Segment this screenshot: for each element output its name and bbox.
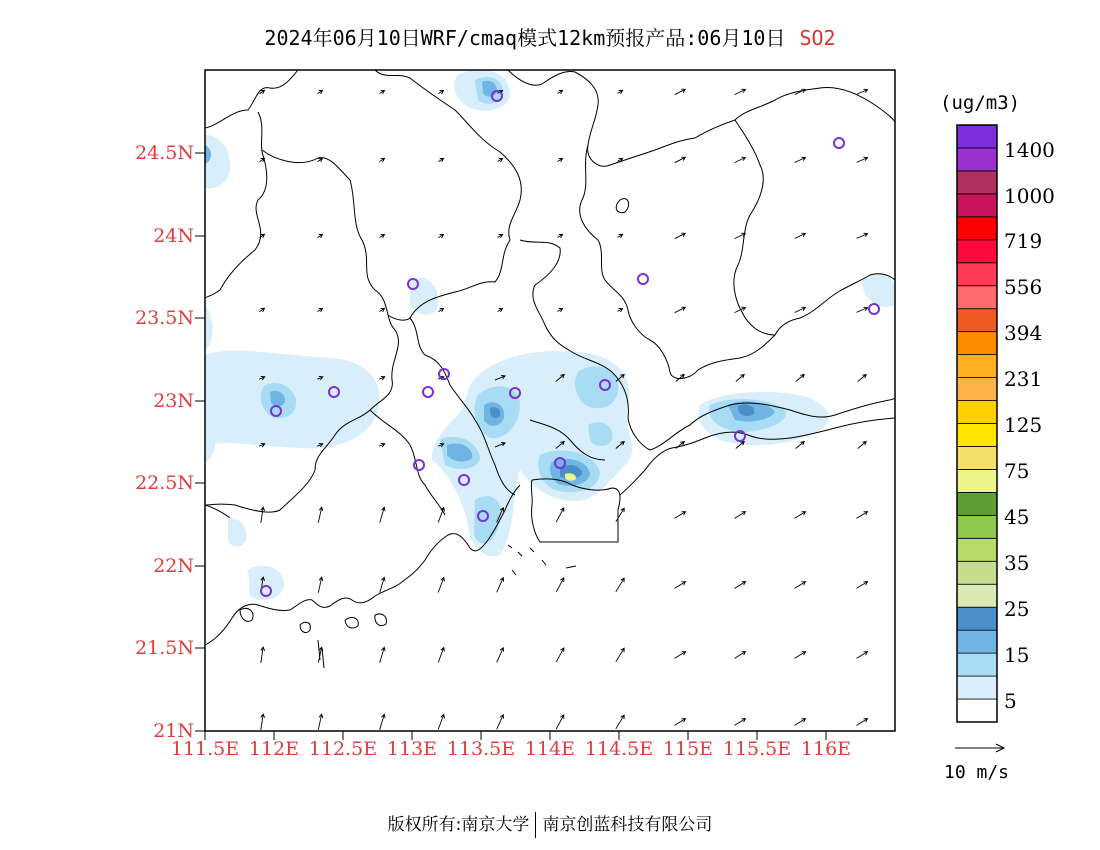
wind-arrow [675,652,686,659]
credit-left: 版权所有:南京大学 [387,815,530,835]
lon-tick-label: 116E [800,738,852,760]
wind-arrow [497,235,502,238]
wind-arrow [438,90,443,94]
wind-arrow [795,719,806,726]
colorbar-label: 5 [1004,689,1017,713]
colorbar-band [957,446,997,469]
wind-arrow [318,90,323,94]
wind-arrow [556,648,564,662]
wind-arrow [796,375,804,382]
lon-tick-label: 114.5E [584,738,654,760]
wind-arrow [380,158,385,162]
station-markers [261,91,879,596]
wind-arrow [675,233,686,239]
colorbar-band [957,653,997,676]
wind-arrow [617,309,622,312]
coastline [375,614,386,626]
lat-tick-label: 21N [153,720,194,742]
wind-arrow [380,647,385,662]
wind-arrow [857,512,868,519]
credit-separator [535,812,536,838]
so2-field-area [228,519,246,547]
wind-arrow [318,308,323,312]
wind-arrow [261,647,265,663]
wind-arrow [675,157,686,163]
wind-arrow [857,582,868,589]
wind-arrow [735,652,746,659]
boundary-line [616,199,628,213]
colorbar-label: 125 [1004,413,1043,437]
wind-arrow [497,648,504,663]
lat-tick-label: 22.5N [135,472,194,494]
wind-arrow [318,158,323,162]
wind-arrow [675,89,686,95]
station-marker [414,460,424,470]
colorbar [957,125,997,722]
wind-arrow [735,582,746,589]
wind-arrow [318,507,323,523]
wind-arrow [795,582,806,589]
colorbar-band [957,538,997,561]
lon-tick-label: 113.5E [446,738,516,760]
wind-arrow [795,307,806,312]
wind-arrow [318,234,323,238]
wind-arrow [735,719,746,726]
wind-arrow [795,157,806,162]
so2-field-area [410,278,438,315]
so2-field-area [862,274,895,307]
so2-field-area [205,305,213,350]
station-marker [834,138,844,148]
colorbar-band [957,469,997,492]
wind-arrow [261,507,265,523]
lon-tick-label: 111.5E [170,738,240,760]
wind-arrow [617,91,622,94]
wind-arrow [557,91,562,94]
coastline [345,618,358,628]
colorbar-label: 719 [1004,229,1043,253]
credit-right: 南京创蓝科技有限公司 [542,815,713,835]
wind-arrow [735,157,746,162]
wind-arrow [735,89,746,94]
concentration-field [205,70,895,601]
lon-tick-label: 112E [248,738,300,760]
wind-arrow [379,376,385,380]
wind-arrow [858,442,866,449]
colorbar-band [957,355,997,378]
wind-arrow [438,508,444,523]
colorbar-band [957,492,997,515]
wind-arrow [557,159,562,162]
wind-arrow [857,307,868,312]
wind-arrow [318,577,323,593]
colorbar-band [957,240,997,263]
wind-arrow [857,233,868,238]
lon-tick-label: 115E [662,738,714,760]
wind-arrow [438,234,443,238]
station-marker [638,274,648,284]
colorbar-band [957,286,997,309]
wind-arrow [438,158,443,162]
lat-tick-label: 21.5N [135,637,194,659]
lon-tick-label: 115.5E [722,738,792,760]
wind-arrow [380,577,385,592]
coastline [318,640,324,668]
lat-tick-label: 23N [153,390,194,412]
wind-arrow [497,159,502,162]
boundary-line [734,120,775,335]
colorbar-band [957,401,997,424]
boundary-line [370,410,445,515]
colorbar-band [957,332,997,355]
colorbar-band [957,194,997,217]
wind-arrow [857,89,868,94]
wind-arrow [260,308,265,312]
colorbar-band [957,676,997,699]
colorbar-band [957,378,997,401]
wind-arrow [497,715,504,730]
wind-arrow [796,442,804,449]
wind-arrow [557,235,562,238]
colorbar-band [957,515,997,538]
wind-arrow [616,508,624,522]
pollutant-label: SO2 [799,26,836,50]
wind-arrow [795,512,806,519]
colorbar-band [957,561,997,584]
lon-tick-label: 114E [524,738,576,760]
colorbar-unit: (ug/m3) [940,92,1021,114]
colorbar-band [957,309,997,332]
colorbar-band [957,171,997,194]
colorbar-label: 231 [1004,367,1043,391]
so2-field-area [205,135,230,188]
colorbar-band [957,699,997,722]
colorbar-label: 45 [1004,505,1030,529]
wind-arrow [380,90,385,94]
boundary-line [205,70,298,128]
wind-arrow [557,309,562,312]
lon-tick-label: 112.5E [308,738,378,760]
wind-arrow [616,715,624,729]
wind-arrow [380,234,385,238]
wind-arrow [438,578,444,593]
lat-tick-label: 24.5N [135,142,194,164]
wind-arrow [438,715,444,730]
wind-arrow [380,308,385,312]
reference-vector [955,744,1004,752]
colorbar-label: 25 [1004,597,1030,621]
wind-arrow [675,582,686,589]
station-marker [869,304,879,314]
wind-arrow [260,158,265,162]
colorbar-band [957,630,997,653]
colorbar-band [957,607,997,630]
colorbar-label: 15 [1004,643,1030,667]
wind-arrow [616,578,624,592]
so2-field-area [248,566,284,600]
colorbar-label: 1000 [1004,184,1055,208]
coastline [205,505,230,518]
wind-arrow [497,309,502,312]
wind-arrow [438,648,444,663]
wind-arrow [616,648,624,662]
wind-arrow [379,443,385,447]
credit-line [0,810,1100,838]
wind-arrow [497,578,504,593]
boundary-line [520,240,572,352]
reference-vector-label: 10 m/s [944,762,1010,783]
title-text: 2024年06月10日WRF/cmaq模式12km预报产品:06月10日 [264,26,786,50]
wind-arrow [795,652,806,659]
station-marker [423,387,433,397]
colorbar-label: 394 [1004,321,1043,345]
wind-arrow [380,714,385,729]
colorbar-band [957,217,997,240]
wind-arrow [858,375,866,382]
colorbar-label: 75 [1004,459,1030,483]
wind-arrow [676,442,684,449]
colorbar-band [957,263,997,286]
wind-arrow [857,719,868,726]
colorbar-band [957,424,997,447]
wind-arrow [556,578,564,592]
coastline [508,545,576,575]
lat-tick-label: 24N [153,225,194,247]
wind-arrow [857,652,868,659]
colorbar-band [957,584,997,607]
wind-arrow [675,512,686,519]
lat-tick-label: 23.5N [135,307,194,329]
colorbar-band [957,148,997,171]
wind-arrow [675,719,686,726]
lon-tick-label: 113E [386,738,438,760]
wind-arrow [736,375,744,382]
coastline [240,608,253,621]
boundary-line [205,150,398,512]
wind-arrow [795,233,806,238]
colorbar-label: 1400 [1004,138,1055,162]
wind-arrow [318,714,323,730]
wind-arrow [438,308,443,312]
wind-arrow [261,714,265,730]
colorbar-band [957,125,997,148]
coastline [300,622,310,632]
boundary-line [580,145,895,379]
wind-arrow [556,715,564,729]
boundary-line [508,70,895,166]
wind-arrow [675,307,686,313]
wind-arrow [617,235,622,238]
wind-arrow [556,508,564,522]
wind-arrow [857,157,868,162]
wind-arrow [735,512,746,519]
lat-tick-label: 22N [153,555,194,577]
colorbar-label: 35 [1004,551,1030,575]
wind-arrow [380,507,385,522]
colorbar-label: 556 [1004,275,1043,299]
